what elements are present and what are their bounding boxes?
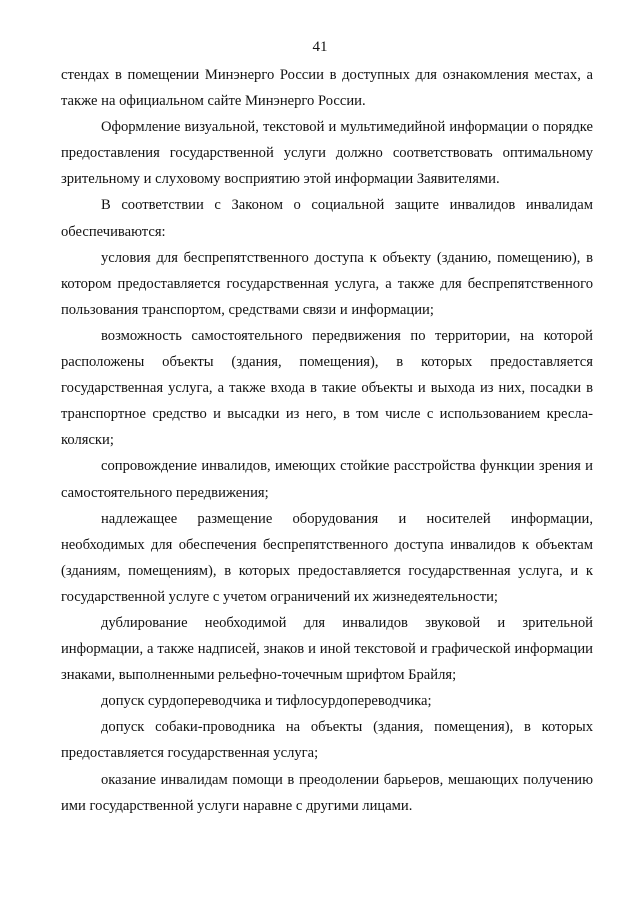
paragraph-information-design: Оформление визуальной, текстовой и мультимедийной информации о порядке предоставления государственной услуги должно соответствовать оптимальному зрительному и слуховому восприятию этой информации Заявителями. <box>61 119 593 188</box>
document-body <box>61 62 593 819</box>
paragraph-sign-interpreter: допуск сурдопереводчика и тифлосурдопереводчика; <box>101 693 432 710</box>
paragraph-disability-law-intro: В соответствии с Законом о социальной защите инвалидов инвалидам обеспечиваются: <box>61 197 593 240</box>
paragraph-continuation: стендах в помещении Минэнерго России в доступных для ознакомления местах, а также на официальном сайте Минэнерго России. <box>61 67 593 110</box>
paragraph-independent-movement: возможность самостоятельного передвижения по территории, на которой расположены объекты (здания, помещения), в которых предоставляется государственная услуга, а также входа в такие объекты и выхода из них, посадки в транспортное средство и высадки из него, в том числе с использованием кресла-коляски; <box>61 327 593 449</box>
paragraph-information-duplication: дублирование необходимой для инвалидов звуковой и зрительной информации, а также надписей, знаков и иной текстовой и графической информации знаками, выполненными рельефно-точечным шрифтом Брайля; <box>61 614 593 684</box>
paragraph-unobstructed-access: условия для беспрепятственного доступа к объекту (зданию, помещению), в котором предоставляется государственная услуга, а также для беспрепятственного пользования транспортом, средствами связи и информации; <box>61 249 593 318</box>
paragraph-escort: сопровождение инвалидов, имеющих стойкие расстройства функции зрения и самостоятельного передвижения; <box>61 458 593 501</box>
paragraph-barrier-assistance: оказание инвалидам помощи в преодолении барьеров, мешающих получению ими государственной услуги наравне с другими лицами. <box>61 771 593 814</box>
paragraph-equipment-placement: надлежащее размещение оборудования и носителей информации, необходимых для обеспечения беспрепятственного доступа инвалидов к объектам (зданиям, помещениям), в которых предоставляется государственная услуга, и к государственной услуге с учетом ограничений их жизнедеятельности; <box>61 510 593 605</box>
paragraph-guide-dog: допуск собаки-проводника на объекты (здания, помещения), в которых предоставляется государственная услуга; <box>61 719 593 762</box>
page-number: 41 <box>312 39 328 55</box>
